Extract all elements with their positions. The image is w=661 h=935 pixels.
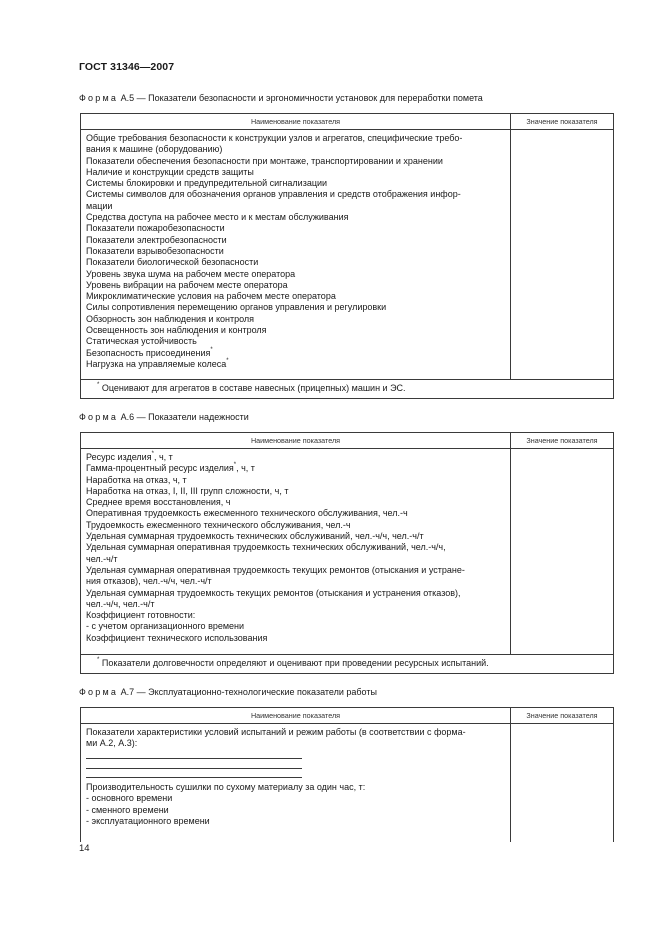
column-header-value: Значение показателя: [511, 708, 614, 724]
form-number: А.7: [120, 687, 135, 697]
list-item: чел.-ч/т: [86, 553, 118, 564]
column-header-value: Значение показателя: [511, 433, 614, 449]
value-cell: [511, 724, 614, 842]
list-item: чел.-ч/ч, чел.-ч/т: [86, 598, 155, 609]
list-item: Показатели взрывобезопасности: [86, 245, 224, 256]
list-item: Обзорность зон наблюдения и контроля: [86, 313, 255, 324]
value-cell: [511, 449, 614, 655]
list-item: Удельная суммарная оперативная трудоемкость технических обслуживаний, чел.-ч/ч,: [86, 542, 446, 553]
list-item: - эксплуатационного времени: [86, 815, 210, 826]
form-a7-caption: [79, 686, 377, 698]
indicator-list: [81, 724, 511, 842]
column-header-value: Значение показателя: [511, 114, 614, 130]
list-item: Уровень вибрации на рабочем месте оператора: [86, 279, 288, 290]
column-header-name: Наименование показателя: [81, 433, 511, 449]
list-item: Наработка на отказ, ч, т: [86, 474, 187, 485]
list-item: Показатели биологической безопасности: [86, 257, 259, 268]
table-body-row: [81, 724, 614, 842]
list-item: Трудоемкость ежесменного технического обслуживания, чел.-ч: [86, 519, 351, 530]
list-item: Показатели пожаробезопасности: [86, 223, 225, 234]
list-item: мации: [86, 200, 113, 211]
form-number: А.6: [120, 412, 135, 422]
form-title: — Показатели надежности: [136, 412, 249, 422]
blank-line: [86, 759, 302, 769]
footnote: * Оценивают для агрегатов в составе навесных (прицепных) машин и ЭС.: [81, 380, 614, 399]
blank-line: [86, 769, 302, 779]
list-item: Средства доступа на рабочее место и к местам обслуживания: [86, 212, 349, 223]
list-item: Показатели электробезопасности: [86, 234, 227, 245]
list-item: Показатели обеспечения безопасности при монтаже, транспортировании и хранении: [86, 155, 443, 166]
form-title: — Показатели безопасности и эргономичности установок для переработки помета: [136, 93, 483, 103]
list-item: Освещенность зон наблюдения и контроля: [86, 325, 267, 336]
form-a5-caption: [79, 92, 483, 104]
list-item: Нагрузка на управляемые колеса*: [86, 357, 229, 369]
list-item: Наличие и конструкции средств защиты: [86, 166, 254, 177]
footnote-marker: *: [151, 451, 154, 457]
list-item: Производительность сушилки по сухому материалу за один час, т:: [86, 782, 366, 793]
list-item: Удельная суммарная трудоемкость текущих ремонтов (отыскания и устранения отказов),: [86, 587, 461, 598]
indicator-list: [81, 449, 511, 655]
footnote-row: [81, 655, 614, 674]
indicator-list: [81, 130, 511, 380]
value-cell: [511, 130, 614, 380]
list-item: вания к машине (оборудованию): [86, 144, 223, 155]
list-item: Удельная суммарная трудоемкость технических обслуживаний, чел.-ч/ч, чел.-ч/т: [86, 531, 424, 542]
footnote-row: [81, 380, 614, 399]
list-item: Наработка на отказ, I, II, III групп сложности, ч, т: [86, 485, 289, 496]
form-label: Форма: [79, 93, 119, 103]
form-a7-table: [80, 707, 614, 842]
list-item: Коэффициент готовности:: [86, 610, 196, 621]
list-item: - основного времени: [86, 793, 173, 804]
document-header: ГОСТ 31346—2007: [79, 61, 175, 73]
list-item: Показатели характеристики условий испытаний и режим работы (в соответствии с форма-: [86, 727, 466, 737]
list-item: - сменного времени: [86, 804, 169, 815]
list-item: ми А.2, А.3):: [86, 738, 138, 749]
list-item: Коэффициент технического использования: [86, 632, 268, 643]
list-item: Силы сопротивления перемещению органов управления и регулировки: [86, 302, 387, 313]
form-label: Форма: [79, 412, 119, 422]
list-item: Микроклиматические условия на рабочем месте оператора: [86, 291, 336, 302]
list-item: - с учетом организационного времени: [86, 621, 245, 632]
form-title: — Эксплуатационно-технологические показатели работы: [136, 687, 377, 697]
footnote-marker: *: [196, 335, 200, 342]
table-body-row: [81, 449, 614, 655]
table-body-row: [81, 130, 614, 380]
list-item: Уровень звука шума на рабочем месте оператора: [86, 268, 296, 279]
form-number: А.5: [120, 93, 135, 103]
footnote-marker: *: [226, 357, 229, 364]
list-item: ния отказов), чел.-ч/ч, чел.-ч/т: [86, 576, 212, 587]
blank-line: [86, 750, 302, 760]
page-number: 14: [79, 843, 90, 854]
form-label: Форма: [79, 687, 119, 697]
column-header-name: Наименование показателя: [81, 114, 511, 130]
footnote-marker: *: [210, 346, 213, 353]
list-item: Гамма-процентный ресурс изделия*, ч, т: [86, 462, 255, 474]
form-a6-table: [80, 432, 614, 674]
list-item: Удельная суммарная оперативная трудоемкость текущих ремонтов (отыскания и устране-: [86, 564, 465, 575]
list-item: Системы символов для обозначения органов управления и средств отображения инфор-: [86, 189, 461, 200]
list-item: Системы блокировки и предупредительной сигнализации: [86, 178, 328, 189]
list-item: Статическая устойчивость*: [86, 335, 200, 347]
table-header-row: [81, 433, 614, 449]
footnote-marker: *: [233, 462, 237, 469]
list-item: Среднее время восстановления, ч: [86, 497, 231, 508]
list-item: Ресурс изделия*, ч, т: [86, 451, 173, 462]
list-item: Общие требования безопасности к конструкции узлов и агрегатов, специфические требо-: [86, 133, 463, 143]
list-item: Оперативная трудоемкость ежесменного технического обслуживания, чел.-ч: [86, 508, 408, 519]
list-item: Безопасность присоединения*: [86, 346, 213, 358]
form-a5-table: [80, 113, 614, 399]
column-header-name: Наименование показателя: [81, 708, 511, 724]
table-header-row: [81, 114, 614, 130]
footnote: * Показатели долговечности определяют и оценивают при проведении ресурсных испытаний.: [81, 655, 614, 674]
form-a6-caption: [79, 411, 249, 423]
table-header-row: [81, 708, 614, 724]
